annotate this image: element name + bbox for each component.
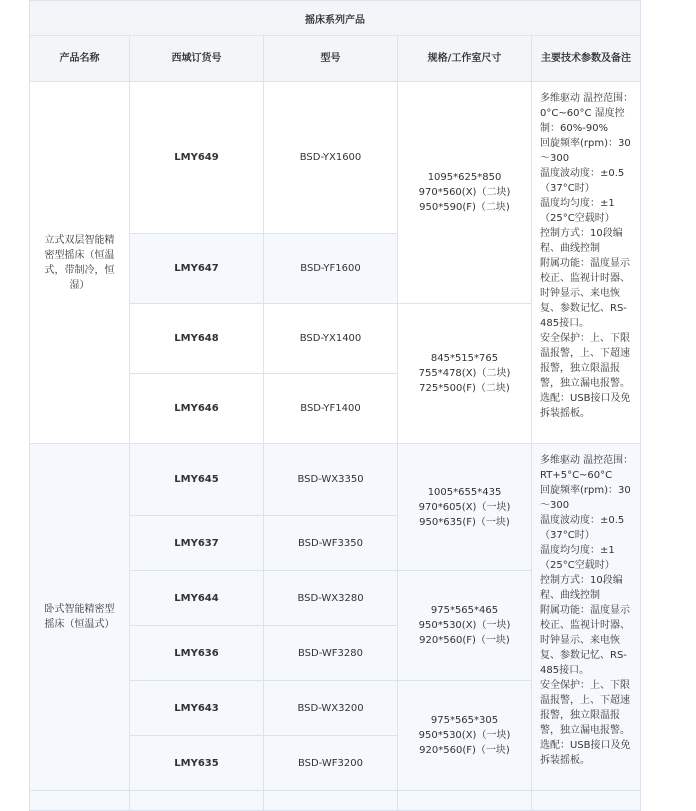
spec-line: 950*635(F)（一块) [419,516,510,528]
model-cell: BSD-WF3200 [264,736,398,791]
order-number-cell: LMY649 [130,82,264,234]
order-number-cell: LMY643 [130,681,264,736]
model-cell: BSD-YX1600 [264,82,398,234]
order-number-cell: LMY646 [130,374,264,444]
order-number-cell: LMY647 [130,234,264,304]
notes-line: 温度波动度：±0.5（37°C时） [540,168,625,194]
model-cell: BSD-YF1600 [264,234,398,304]
table-title: 摇床系列产品 [30,1,641,36]
spec-line: 725*500(F)（二块) [419,383,510,394]
notes-line: 选配：USB接口及免拆装摇板。 [540,393,631,419]
spec-line: 950*590(F)（二块) [419,202,510,213]
order-number-cell: LMY644 [130,571,264,626]
header-notes: 主要技术参数及备注 [532,36,641,82]
notes-line: 回旋频率(rpm)：30～300 [540,485,631,511]
model-cell: BSD-WX3350 [264,444,398,516]
spec-line: 950*530(X)（一块) [418,620,511,631]
model-cell: BSD-YF1400 [264,374,398,444]
model-cell: BSD-WF3280 [264,626,398,681]
notes-line: 安全保护：上、下限温报警，上、下超速报警，独立限温报警，独立漏电报警。 [540,333,630,389]
table-row [30,82,641,234]
model-cell: BSD-WX3280 [264,571,398,626]
spec-cell [398,82,532,304]
product-table [29,0,641,811]
header-row [30,36,641,82]
order-number-cell: LMY635 [130,736,264,791]
spec-cell [398,571,532,681]
model-cell: BSD-YX1400 [264,304,398,374]
table-title-row [30,1,641,36]
order-number-cell: LMY637 [130,516,264,571]
spec-line: 755*478(X)（二块) [418,368,511,379]
model-cell: BSD-WX3200 [264,681,398,736]
spec-cell [398,304,532,444]
header-order-number: 西域订货号 [130,36,264,82]
spec-line: 1005*655*435 [427,486,502,498]
notes-line: 附属功能：温度显示校正、监视计时器、时钟显示、来电恢复、参数记忆、RS-485接口。 [540,605,630,676]
spec-cell [398,681,532,791]
spec-line: 950*530(X)（一块) [418,730,511,741]
spec-line: 1095*625*850 [427,172,502,183]
header-model: 型号 [264,36,398,82]
spec-cell [398,444,532,571]
notes-line: 温度均匀度：±1（25°C空载时） [540,545,615,571]
notes-cell [532,82,641,444]
notes-line: 选配：USB接口及免拆装摇板。 [540,740,631,766]
spec-line: 975*565*305 [430,715,499,726]
notes-line: 控制方式：10段编程、曲线控制 [540,228,623,254]
spec-line: 845*515*765 [430,353,499,364]
spec-line: 920*560(F)（一块) [419,635,510,646]
spec-line: 970*605(X)（一块) [418,501,511,513]
notes-line: 多维驱动 温控范围：0°C~60°C 湿度控制：60%-90% [540,93,634,134]
notes-cell [532,444,641,791]
notes-line: 回旋频率(rpm)：30～300 [540,138,631,164]
table-row [30,444,641,516]
header-product-name: 产品名称 [30,36,130,82]
notes-line: 温度均匀度：±1（25°C空载时） [540,198,615,224]
product-name-cell: 立式双层智能精密型摇床（恒温式，带制冷，恒湿） [30,82,130,444]
notes-line: 温度波动度：±0.5（37°C时） [540,515,625,541]
spec-line: 970*560(X)（二块) [418,187,511,198]
order-number-cell: LMY645 [130,444,264,516]
notes-line: 安全保护：上、下限温报警，上、下超速报警，独立限温报警，独立漏电报警。 [540,680,630,736]
notes-line: 控制方式：10段编程、曲线控制 [540,575,623,601]
model-cell: BSD-WF3350 [264,516,398,571]
order-number-cell: LMY648 [130,304,264,374]
product-name-cell: 卧式智能精密型摇床（恒温式） [30,444,130,791]
header-spec: 规格/工作室尺寸 [398,36,532,82]
notes-line: 附属功能：温度显示校正、监视计时器、时钟显示、来电恢复、参数记忆、RS-485接口。 [540,258,630,329]
spec-line: 975*565*465 [430,605,499,616]
spec-line: 920*560(F)（一块) [419,745,510,756]
order-number-cell: LMY636 [130,626,264,681]
notes-line: 多维驱动 温控范围：RT+5°C~60°C [540,455,634,481]
